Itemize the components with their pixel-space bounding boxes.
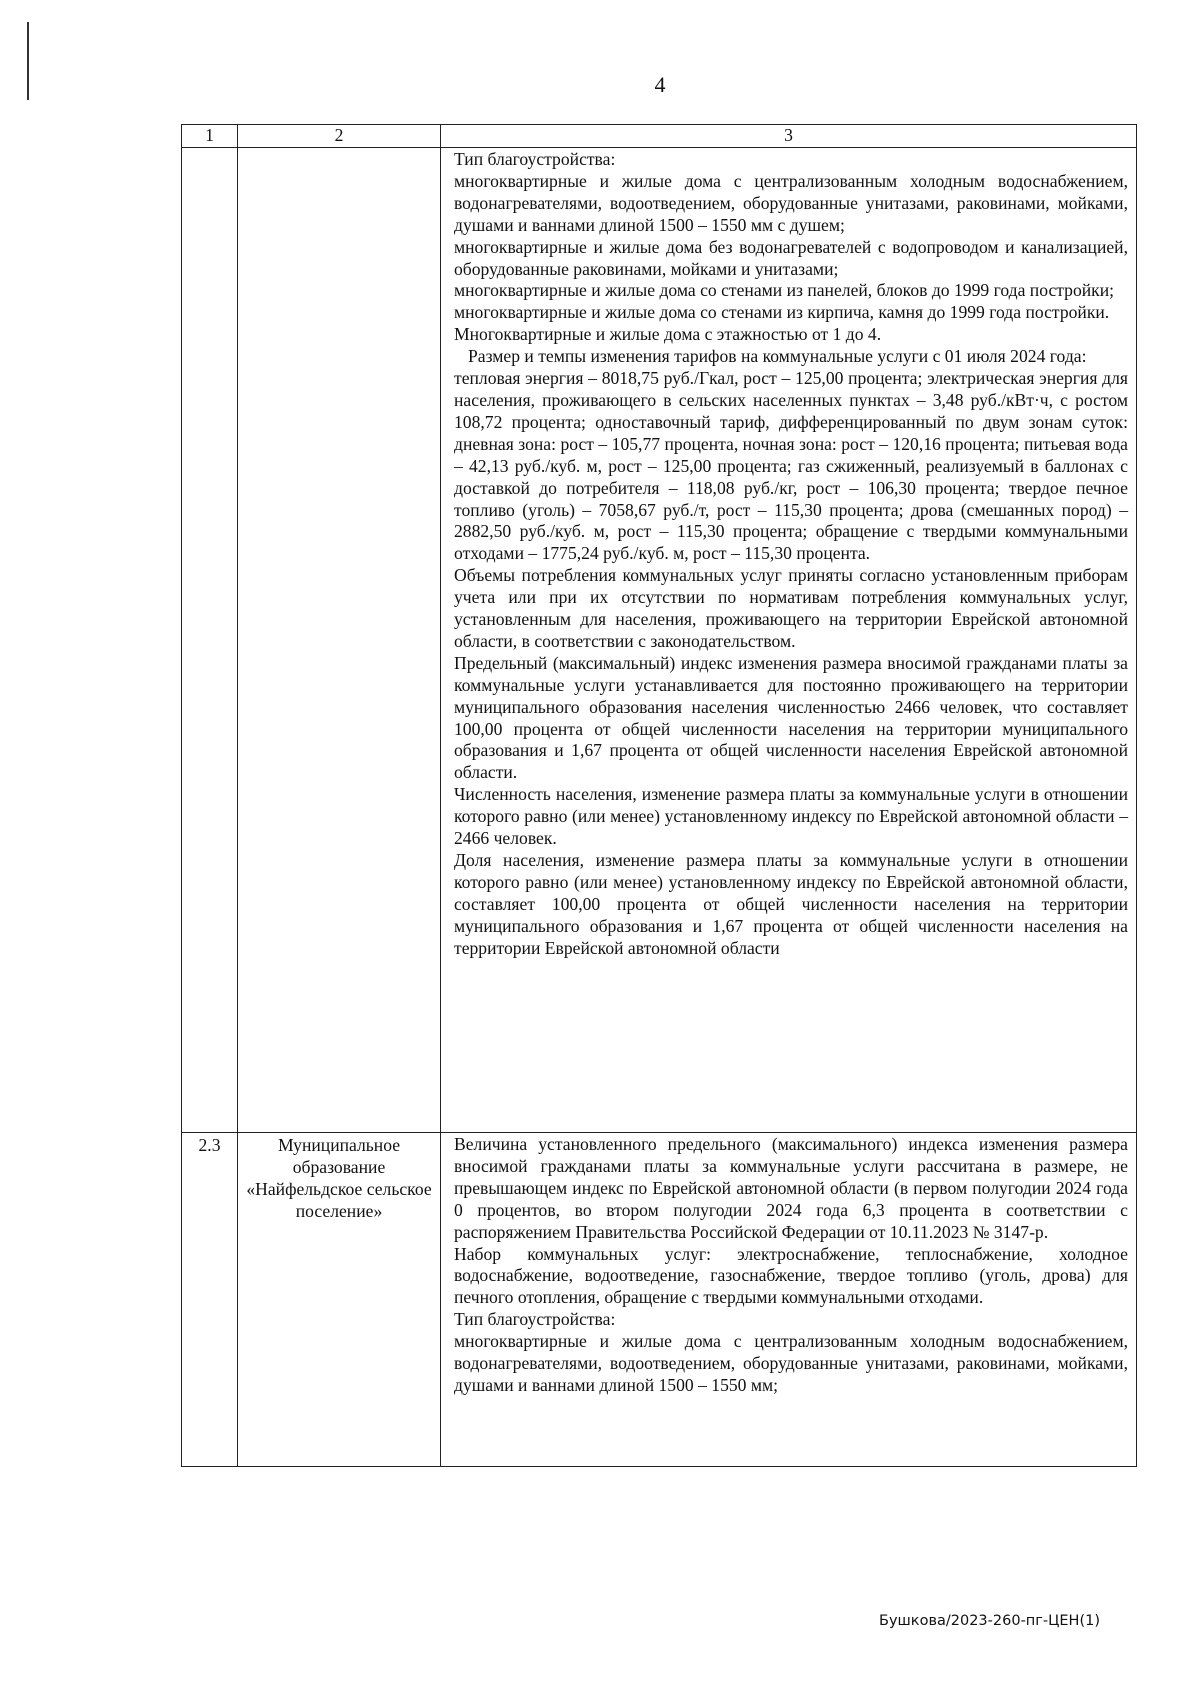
page-number: 4 [654, 72, 666, 97]
paragraph: многоквартирные и жилые дома с централизованным холодным водоснабжением, водонагревателями, водоотведением, оборудованные унитазами, раковинами, мойками, душами и ваннами длиной 1500 – 1550 мм с душем; [454, 170, 1128, 235]
row-number: 2.3 [182, 1133, 238, 1467]
paragraph: Тип благоустройства: [454, 1309, 616, 1330]
row-description [441, 148, 1137, 1133]
paragraph: Размер и темпы изменения тарифов на коммунальные услуги с 01 июля 2024 года: [468, 346, 1087, 367]
column-header-2: 2 [238, 125, 441, 148]
paragraph: многоквартирные и жилые дома без водонагревателей с водопроводом и канализацией, оборудованные раковинами, мойками и унитазами; [454, 236, 1128, 279]
paragraph: тепловая энергия – 8018,75 руб./Гкал, рост – 125,00 процента; электрическая энергия для населения, проживающего в сельских населенных пунктах – 3,48 руб./кВт·ч, с ростом 108,72 процента; одноставочный тариф, дифференцированный по двум зонам суток: дневная зона: рост – 105,77 процента, ночная зона: рост – 120,16 процента; питьевая вода – 42,13 руб./куб. м, рост – 125,00 процента; газ сжиженный, реализуемый в баллонах с доставкой до потребителя – 118,08 руб./кг, рост – 106,30 процента; твердое печное топливо (уголь) – 7058,67 руб./т, рост – 115,30 процента; дрова (смешанных пород) – 2882,50 руб./куб. м, рост – 115,30 процента; обращение с твердыми коммунальными отходами – 1775,24 руб./куб. м, рост – 115,30 процента. [454, 368, 1128, 564]
municipality-name [238, 148, 441, 1133]
paragraph: Тип благоустройства: [454, 149, 616, 169]
column-header-1: 1 [182, 125, 238, 148]
row-description [441, 1133, 1137, 1467]
paragraph: многоквартирные и жилые дома со стенами из кирпича, камня до 1999 года постройки. [454, 302, 1110, 323]
paragraph: многоквартирные и жилые дома со стенами из панелей, блоков до 1999 года постройки; [454, 280, 1115, 301]
paragraph: Численность населения, изменение размера платы за коммунальные услуги в отношении которого равно (или менее) установленному индексу по Еврейской автономной области – 2466 человек. [454, 784, 1128, 849]
paragraph: многоквартирные и жилые дома с централизованным холодным водоснабжением, водонагревателями, водоотведением, оборудованные унитазами, раковинами, мойками, душами и ваннами длиной 1500 – 1550 мм; [454, 1331, 1128, 1395]
paragraph: Объемы потребления коммунальных услуг приняты согласно установленным приборам учета или при их отсутствии по нормативам потребления коммунальных услуг, установленным для населения, проживающего на территории Еврейской автономной области, в соответствии с законодательством. [454, 565, 1128, 651]
paragraph: Доля населения, изменение размера платы за коммунальные услуги в отношении которого равно (или менее) установленному индексу по Еврейской автономной области, составляет 100,00 процента от общей численности населения на территории муниципального образования и 1,67 процента от общей численности населения на территории Еврейской автономной области [454, 850, 1128, 958]
municipality-name: Муниципальное образование «Найфельдское сельское поселение» [238, 1133, 441, 1467]
paragraph: Величина установленного предельного (максимального) индекса изменения размера вносимой гражданами платы за коммунальные услуги рассчитана в размере, не превышающем индекс по Еврейской автономной области (в первом полугодии 2024 года 0 процентов, во втором полугодии 2024 года 6,3 процента в соответствии с распоряжением Правительства Российской Федерации от 10.11.2023 № 3147-р. [454, 1134, 1128, 1242]
row-number [182, 148, 238, 1133]
paragraph: Предельный (максимальный) индекс изменения размера вносимой гражданами платы за коммунальные услуги устанавливается для постоянно проживающего на территории муниципального образования населения численностью 2466 человек, что составляет 100,00 процента от общей численности населения на территории муниципального образования и 1,67 процента от общей численности населения Еврейской автономной области. [454, 652, 1128, 783]
tariff-table [181, 124, 1137, 1467]
paragraph: Многоквартирные и жилые дома с этажностью от 1 до 4. [454, 324, 882, 345]
table-row [182, 1133, 1137, 1467]
document-code: Бушкова/2023-260-пг-ЦЕН(1) [879, 1613, 1100, 1629]
column-header-3: 3 [441, 125, 1137, 148]
paragraph: Набор коммунальных услуг: электроснабжение, теплоснабжение, холодное водоснабжение, водоотведение, газоснабжение, твердое топливо (уголь, дрова) для печного отопления, обращение с твердыми коммунальными отходами. [454, 1243, 1128, 1308]
table-header-row [182, 125, 1137, 148]
table-row [182, 148, 1137, 1133]
